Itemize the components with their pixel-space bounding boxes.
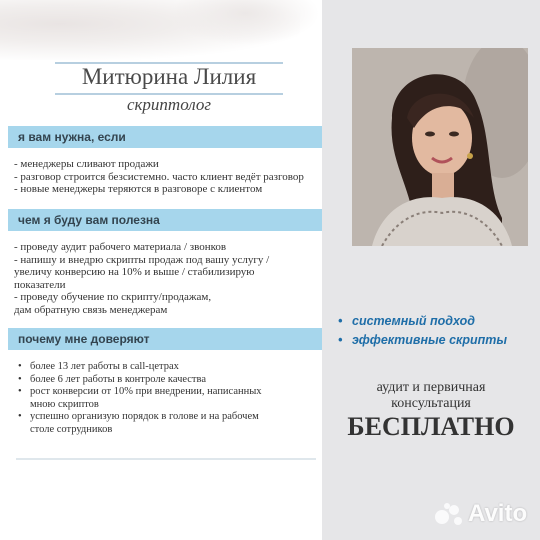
list-item: - разговор строится безсистемно. часто клиент ведёт разговор xyxy=(14,170,304,183)
portrait-illustration xyxy=(352,48,528,246)
list-item-text: мною скриптов xyxy=(30,398,99,410)
list-item: - проведу аудит рабочего материала / звонков xyxy=(14,241,227,253)
offer-text xyxy=(322,380,540,412)
list-item: - проведу обучение по скрипту/продажам, xyxy=(14,291,212,303)
list-item xyxy=(18,411,308,424)
list-item-text: более 6 лет работы в контроле качества xyxy=(30,373,206,385)
need-list xyxy=(14,158,334,196)
list-item: дам обратную связь менеджерам xyxy=(14,303,168,316)
avito-wordmark: Avito xyxy=(468,500,528,527)
list-item xyxy=(18,424,308,437)
person-role: скриптолог xyxy=(126,95,212,114)
offer-highlight: БЕСПЛАТНО xyxy=(347,412,515,441)
list-item-text: столе сотрудников xyxy=(30,423,113,435)
list-item: показатели xyxy=(14,278,66,291)
useful-list xyxy=(14,241,314,316)
feature-item xyxy=(338,331,538,350)
portrait-photo xyxy=(352,48,528,246)
list-item xyxy=(18,374,308,387)
list-item xyxy=(18,386,308,399)
list-item xyxy=(18,361,308,374)
list-item-text: рост конверсии от 10% при внедрении, написанных xyxy=(30,386,262,397)
bullet-icon: • xyxy=(18,411,22,422)
avito-logo-icon xyxy=(434,502,464,526)
trust-list xyxy=(18,361,308,436)
list-item-text: успешно организую порядок в голове и на рабочем xyxy=(30,411,259,422)
feature-text: системный подход xyxy=(352,314,476,328)
offer-line: консультация xyxy=(391,396,471,411)
person-name: Митюрина Лилия xyxy=(81,64,257,89)
avito-watermark xyxy=(434,500,527,528)
list-item xyxy=(18,399,308,412)
list-item: - напишу и внедрю скрипты продаж под вашу услугу / xyxy=(14,253,270,266)
offer-line: аудит и первичная xyxy=(376,380,486,395)
bullet-icon: • xyxy=(338,333,343,347)
section-header-need: я вам нужна, если xyxy=(8,126,322,148)
features-list xyxy=(338,312,538,350)
bullet-icon: • xyxy=(18,361,22,372)
feature-item xyxy=(338,312,538,331)
bullet-icon: • xyxy=(18,373,22,385)
feature-text: эффективные скрипты xyxy=(352,333,508,347)
list-item: увеличу конверсию на 10% и выше / стабилизирую xyxy=(14,266,255,278)
brush-stroke-decoration xyxy=(170,0,320,45)
list-item-text: более 13 лет работы в call-цетрах xyxy=(30,361,179,372)
list-item: - новые менеджеры теряются в разговоре с клиентом xyxy=(14,183,263,195)
divider xyxy=(16,458,316,460)
section-header-trust: почему мне доверяют xyxy=(8,328,322,350)
bullet-icon: • xyxy=(338,314,343,328)
bullet-icon: • xyxy=(18,386,22,397)
section-header-useful: чем я буду вам полезна xyxy=(8,209,322,231)
list-item: - менеджеры сливают продажи xyxy=(14,158,159,170)
